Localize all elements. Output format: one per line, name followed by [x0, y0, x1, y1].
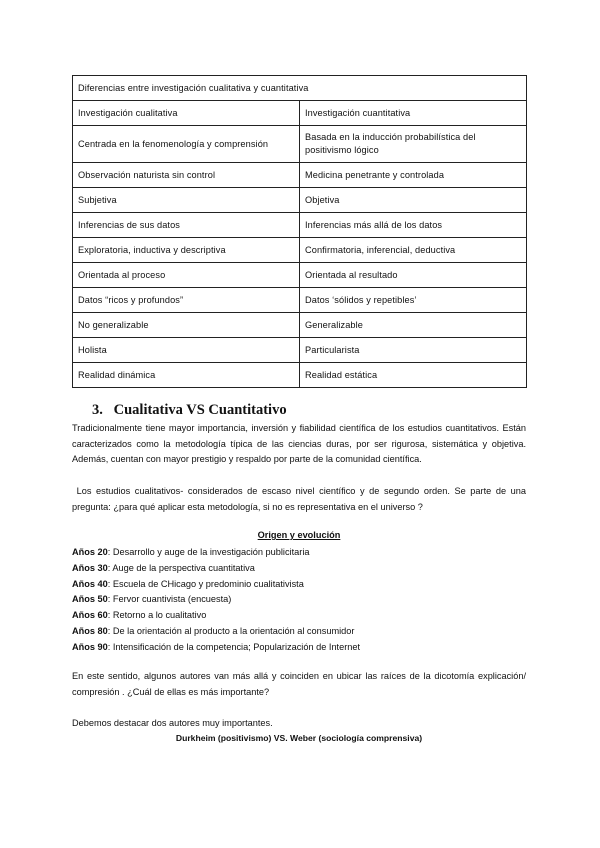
table-row	[73, 338, 527, 363]
table-title-row	[73, 76, 527, 101]
section-heading	[92, 402, 287, 419]
table-cell: Datos ‘sólidos y repetibles’	[300, 288, 527, 313]
section-number: 3.	[92, 402, 103, 418]
decade-label: Años 80	[72, 625, 108, 636]
table-cell: Investigación cuantitativa	[300, 101, 527, 126]
table-cell: Confirmatoria, inferencial, deductiva	[300, 238, 527, 263]
decade-label: Años 40	[72, 578, 108, 589]
paragraph-dichotomy: En este sentido, algunos autores van más allá y coinciden en ubicar las raíces de la dicotomía explicación/ compresión . ¿Cuál de ellas es más importante?	[72, 671, 526, 697]
table-cell: Inferencias más allá de los datos	[300, 213, 527, 238]
table-cell: Datos “ricos y profundos”	[73, 288, 300, 313]
table-cell: Medicina penetrante y controlada	[300, 163, 527, 188]
decade-label: Años 60	[72, 610, 108, 621]
list-item	[72, 545, 360, 561]
table-row	[73, 363, 527, 388]
timeline-list	[72, 545, 360, 656]
table-cell: Objetiva	[300, 188, 527, 213]
paragraph-qualitative: Los estudios cualitativos- considerados de escaso nivel científico y de segundo orden. Se parte de una pregunta: ¿para qué aplicar esta metodología, si no es representativa en el universo ?	[72, 486, 529, 512]
table-row	[73, 213, 527, 238]
decade-text: : Intensificación de la competencia; Popularización de Internet	[107, 641, 361, 652]
list-item	[72, 577, 360, 593]
decade-text: : Desarrollo y auge de la investigación publicitaria	[107, 547, 310, 557]
list-item	[72, 624, 360, 640]
table-cell: Observación naturista sin control	[73, 163, 300, 188]
table-cell: Investigación cualitativa	[73, 101, 300, 126]
section-title: Cualitativa VS Cuantitativo	[113, 402, 287, 418]
table-cell: Realidad dinámica	[73, 363, 300, 388]
table-cell: Orientada al resultado	[300, 263, 527, 288]
table-cell: Centrada en la fenomenología y comprensión	[73, 126, 300, 163]
decade-label: Años 50	[72, 594, 108, 605]
decade-text: : Retorno a lo cualitativo	[107, 610, 207, 621]
decade-text: : Auge de la perspectiva cuantitativa	[107, 562, 255, 573]
table-row	[73, 126, 527, 163]
table-cell: Realidad estática	[300, 363, 527, 388]
list-item	[72, 640, 360, 656]
decade-label: Años 30	[72, 562, 108, 573]
table-cell: Subjetiva	[73, 188, 300, 213]
comparison-table	[72, 75, 527, 388]
paragraph-quantitative: Tradicionalmente tiene mayor importancia, inversión y fiabilidad científica de los estudios cuantitativos. Están caracterizados como la metodología típica de las ciencias duras, por ser rigurosa, sistemática y objetiva. Además, cuentan con mayor prestigio y respaldo por parte de la comunidad científica.	[72, 423, 526, 464]
table-row	[73, 238, 527, 263]
table-cell: Exploratoria, inductiva y descriptiva	[73, 238, 300, 263]
table-row	[73, 288, 527, 313]
origin-subheading: Origen y evolución	[257, 530, 341, 540]
list-item	[72, 592, 360, 608]
table-row	[73, 101, 527, 126]
table-cell: Particularista	[300, 338, 527, 363]
table-row	[73, 313, 527, 338]
table-row	[73, 163, 527, 188]
decade-label: Años 20	[72, 547, 108, 557]
table-title: Diferencias entre investigación cualitativa y cuantitativa	[73, 76, 527, 101]
table-row	[73, 263, 527, 288]
table-cell: Inferencias de sus datos	[73, 213, 300, 238]
list-item	[72, 608, 360, 624]
authors-line: Durkheim (positivismo) VS. Weber (sociología comprensiva)	[175, 733, 423, 743]
list-item	[72, 561, 360, 577]
table-cell: No generalizable	[73, 313, 300, 338]
table-cell: Orientada al proceso	[73, 263, 300, 288]
table-row	[73, 188, 527, 213]
decade-text: : De la orientación al producto a la orientación al consumidor	[107, 625, 355, 636]
decade-text: : Escuela de CHicago y predominio cualitativista	[107, 578, 304, 589]
table-cell: Basada en la inducción probabilística del positivismo lógico	[300, 126, 527, 163]
paragraph-authors-intro: Debemos destacar dos autores muy importantes.	[72, 718, 273, 728]
table-cell: Holista	[73, 338, 300, 363]
decade-label: Años 90	[72, 641, 108, 652]
decade-text: : Fervor cuantivista (encuesta)	[107, 594, 232, 605]
table-cell: Generalizable	[300, 313, 527, 338]
